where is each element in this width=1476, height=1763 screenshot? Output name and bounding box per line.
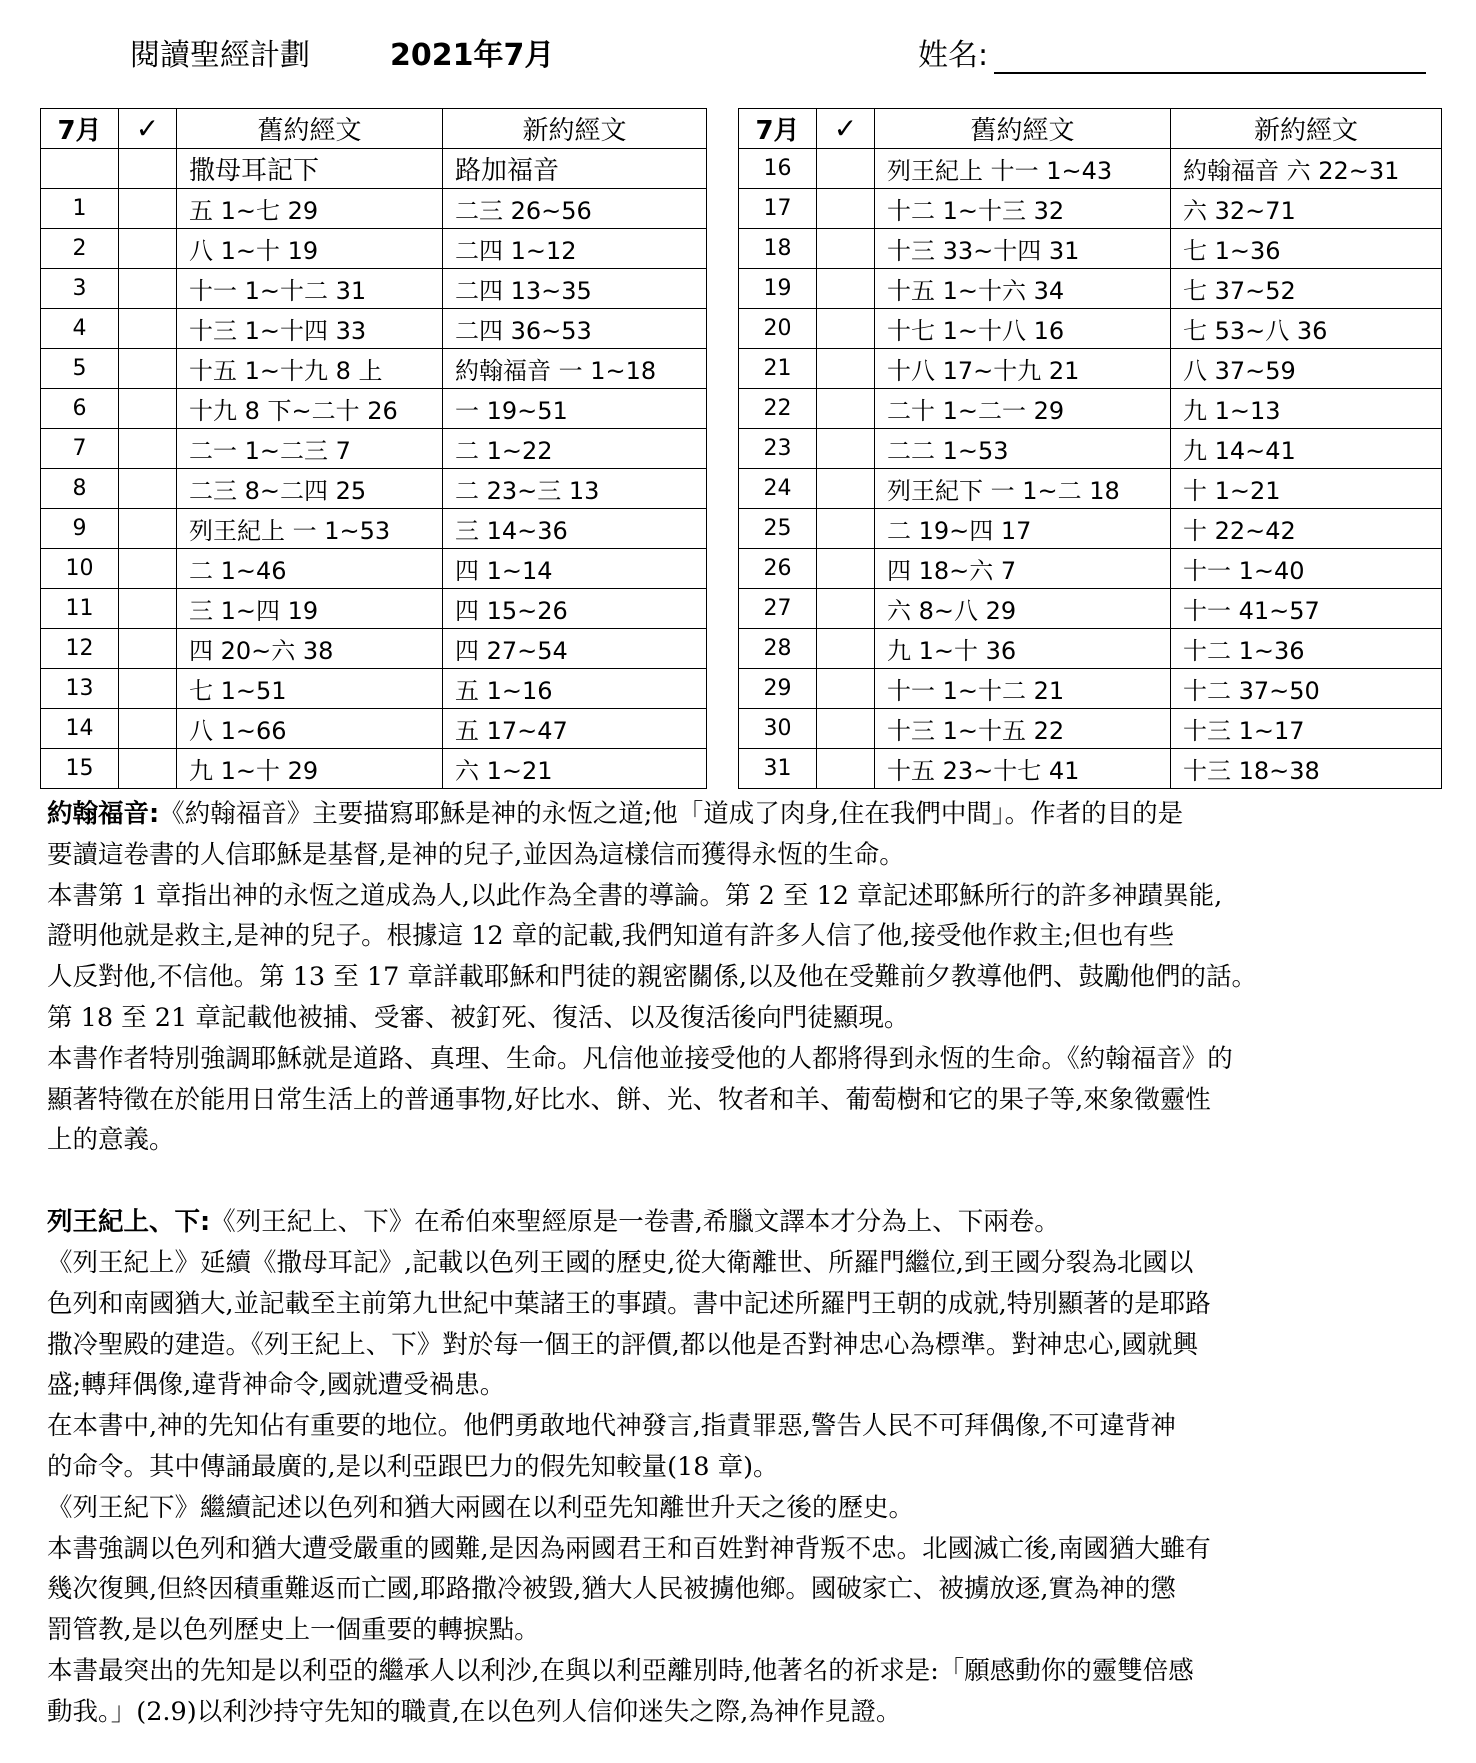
check-cell[interactable]	[817, 149, 875, 189]
day-cell: 14	[41, 709, 119, 749]
day-cell: 5	[41, 349, 119, 389]
check-cell[interactable]	[817, 669, 875, 709]
ot-passage: 二 1~46	[177, 549, 443, 589]
day-cell: 3	[41, 269, 119, 309]
check-cell[interactable]	[817, 349, 875, 389]
table-row	[739, 749, 1442, 789]
col-header-month: 7月	[739, 109, 817, 149]
ot-passage: 九 1~十 36	[875, 629, 1171, 669]
table-row	[739, 709, 1442, 749]
nt-passage: 四 15~26	[443, 589, 707, 629]
ot-passage: 八 1~66	[177, 709, 443, 749]
day-cell: 10	[41, 549, 119, 589]
ot-passage: 列王紀上 十一 1~43	[875, 149, 1171, 189]
note-line	[47, 1284, 1447, 1325]
nt-passage: 約翰福音 六 22~31	[1171, 149, 1442, 189]
nt-passage: 七 53~八 36	[1171, 309, 1442, 349]
check-cell[interactable]	[119, 429, 177, 469]
note-line	[47, 1325, 1447, 1366]
page-header	[0, 26, 1476, 73]
col-header-ot: 舊約經文	[177, 109, 443, 149]
note-line	[47, 916, 1447, 957]
check-cell[interactable]	[817, 269, 875, 309]
check-cell[interactable]	[817, 469, 875, 509]
check-cell[interactable]	[119, 349, 177, 389]
note-text: 第 18 至 21 章記載他被捕、受審、被釘死、復活、以及復活後向門徒顯現。	[47, 1002, 910, 1033]
note-text: 《列王紀上》延續《撒母耳記》,記載以色列王國的歷史,從大衛離世、所羅門繼位,到王國分裂為北國以	[47, 1247, 1194, 1278]
table-row	[41, 749, 707, 789]
note-text: 《列王紀上、下》在希伯來聖經原是一卷書,希臘文譯本才分為上、下兩卷。	[210, 1207, 1060, 1238]
table-row	[739, 549, 1442, 589]
day-cell: 8	[41, 469, 119, 509]
check-cell[interactable]	[817, 589, 875, 629]
day-cell: 11	[41, 589, 119, 629]
book-notes	[47, 794, 1447, 1733]
nt-passage: 十三 1~17	[1171, 709, 1442, 749]
day-cell: 30	[739, 709, 817, 749]
name-blank-line[interactable]	[994, 38, 1426, 74]
day-cell: 26	[739, 549, 817, 589]
table-row	[739, 389, 1442, 429]
note-text: 《約翰福音》主要描寫耶穌是神的永恆之道;他「道成了肉身,住在我們中間」。作者的目的是	[159, 799, 1184, 829]
table-row	[739, 309, 1442, 349]
nt-passage: 十二 1~36	[1171, 629, 1442, 669]
ot-passage: 四 18~六 7	[875, 549, 1171, 589]
note-line	[47, 957, 1447, 998]
table-row	[739, 149, 1442, 189]
day-cell: 16	[739, 149, 817, 189]
nt-passage: 約翰福音 一 1~18	[443, 349, 707, 389]
note-line	[47, 1610, 1447, 1651]
note-line	[47, 1529, 1447, 1570]
note-text: 本書強調以色列和猶大遭受嚴重的國難,是因為兩國君王和百姓對神背叛不忠。北國滅亡後,南國猶大雖有	[47, 1533, 1211, 1564]
day-cell	[41, 149, 119, 189]
ot-passage: 十二 1~十三 32	[875, 189, 1171, 229]
nt-passage: 四 1~14	[443, 549, 707, 589]
table-row	[41, 229, 707, 269]
nt-passage: 十 22~42	[1171, 509, 1442, 549]
day-cell: 7	[41, 429, 119, 469]
check-cell[interactable]	[119, 149, 177, 189]
nt-passage: 五 1~16	[443, 669, 707, 709]
note-text: 在本書中,神的先知佔有重要的地位。他們勇敢地代神發言,指責罪惡,警告人民不可拜偶像,不可違背神	[47, 1411, 1176, 1442]
table-row	[41, 709, 707, 749]
ot-passage: 八 1~十 19	[177, 229, 443, 269]
note-line	[47, 1202, 1447, 1243]
table-row	[739, 629, 1442, 669]
note-text: 人反對他,不信他。第 13 至 17 章詳載耶穌和門徒的親密關係,以及他在受難前夕教導他們、鼓勵他們的話。	[47, 962, 1258, 993]
nt-passage: 七 37~52	[1171, 269, 1442, 309]
note-text: 本書最突出的先知是以利亞的繼承人以利沙,在與以利亞離別時,他著名的祈求是:「願感動你的靈雙倍感	[47, 1655, 1194, 1686]
ot-passage: 十三 1~十五 22	[875, 709, 1171, 749]
check-cell[interactable]	[817, 309, 875, 349]
table-row	[41, 669, 707, 709]
check-cell[interactable]	[119, 469, 177, 509]
nt-passage: 七 1~36	[1171, 229, 1442, 269]
col-header-check: ✓	[817, 109, 875, 149]
note-line	[47, 1039, 1447, 1080]
nt-passage: 二 23~三 13	[443, 469, 707, 509]
day-cell: 6	[41, 389, 119, 429]
check-cell[interactable]	[119, 309, 177, 349]
nt-passage: 九 1~13	[1171, 389, 1442, 429]
table-row	[739, 269, 1442, 309]
table-row	[739, 189, 1442, 229]
table-row	[41, 589, 707, 629]
note-line	[47, 835, 1447, 876]
note-text: 幾次復興,但終因積重難返而亡國,耶路撒冷被毀,猶大人民被擄他鄉。國破家亡、被擄放逐,實為神的懲	[47, 1574, 1176, 1605]
check-cell[interactable]	[119, 669, 177, 709]
nt-passage: 二 1~22	[443, 429, 707, 469]
table-row	[41, 349, 707, 389]
ot-passage: 十八 17~十九 21	[875, 349, 1171, 389]
ot-passage: 十五 1~十六 34	[875, 269, 1171, 309]
nt-passage: 六 32~71	[1171, 189, 1442, 229]
ot-passage: 七 1~51	[177, 669, 443, 709]
note-line	[47, 794, 1447, 835]
day-cell: 13	[41, 669, 119, 709]
note-text: 罰管教,是以色列歷史上一個重要的轉捩點。	[47, 1615, 540, 1646]
note-text: 的命令。其中傳誦最廣的,是以利亞跟巴力的假先知較量(18 章)。	[47, 1451, 779, 1482]
note-text: 本書第 1 章指出神的永恆之道成為人,以此作為全書的導論。第 2 至 12 章記述耶穌所行的許多神蹟異能,	[47, 880, 1223, 911]
table-row	[739, 349, 1442, 389]
col-header-month: 7月	[41, 109, 119, 149]
ot-passage: 二二 1~53	[875, 429, 1171, 469]
john-notes-section	[47, 794, 1447, 1161]
day-cell: 1	[41, 189, 119, 229]
ot-passage: 四 20~六 38	[177, 629, 443, 669]
ot-passage: 二十 1~二一 29	[875, 389, 1171, 429]
note-text: 顯著特徵在於能用日常生活上的普通事物,好比水、餅、光、牧者和羊、葡萄樹和它的果子等,來象徵靈性	[47, 1084, 1211, 1115]
nt-passage: 二四 36~53	[443, 309, 707, 349]
table-row	[739, 509, 1442, 549]
ot-passage: 二 19~四 17	[875, 509, 1171, 549]
check-cell[interactable]	[817, 629, 875, 669]
day-cell: 28	[739, 629, 817, 669]
table-row	[41, 429, 707, 469]
ot-passage: 列王紀上 一 1~53	[177, 509, 443, 549]
check-cell[interactable]	[119, 229, 177, 269]
ot-passage: 十五 23~十七 41	[875, 749, 1171, 789]
table-row	[739, 469, 1442, 509]
day-cell: 2	[41, 229, 119, 269]
ot-passage: 九 1~十 29	[177, 749, 443, 789]
ot-passage: 十一 1~十二 21	[875, 669, 1171, 709]
check-cell[interactable]	[119, 269, 177, 309]
note-line	[47, 1243, 1447, 1284]
note-line	[47, 1692, 1447, 1733]
check-cell[interactable]	[817, 229, 875, 269]
nt-passage: 三 14~36	[443, 509, 707, 549]
check-cell[interactable]	[119, 189, 177, 229]
note-heading: 約翰福音:	[47, 799, 160, 829]
name-label: 姓名:	[918, 38, 989, 73]
plan-title: 閱讀聖經計劃	[130, 38, 310, 73]
day-cell: 17	[739, 189, 817, 229]
reading-table-right	[738, 108, 1442, 789]
ot-passage: 十一 1~十二 31	[177, 269, 443, 309]
nt-passage: 二四 1~12	[443, 229, 707, 269]
check-cell[interactable]	[119, 629, 177, 669]
nt-passage: 九 14~41	[1171, 429, 1442, 469]
check-cell[interactable]	[119, 509, 177, 549]
name-field-group	[918, 30, 1426, 74]
ot-passage: 五 1~七 29	[177, 189, 443, 229]
day-cell: 23	[739, 429, 817, 469]
note-line	[47, 1488, 1447, 1529]
note-text: 盛;轉拜偶像,違背神命令,國就遭受禍患。	[47, 1370, 506, 1401]
check-cell[interactable]	[119, 589, 177, 629]
col-header-nt: 新約經文	[443, 109, 707, 149]
check-cell[interactable]	[119, 749, 177, 789]
table-row	[739, 229, 1442, 269]
note-heading: 列王紀上、下:	[47, 1207, 211, 1238]
check-cell[interactable]	[817, 749, 875, 789]
day-cell: 15	[41, 749, 119, 789]
table-row	[41, 309, 707, 349]
nt-passage: 五 17~47	[443, 709, 707, 749]
book-name-row	[41, 149, 707, 189]
note-text: 撒冷聖殿的建造。《列王紀上、下》對於每一個王的評價,都以他是否對神忠心為標準。對神忠心,國就興	[47, 1329, 1198, 1360]
note-text: 證明他就是救主,是神的兒子。根據這 12 章的記載,我們知道有許多人信了他,接受他作救主;但也有些	[47, 921, 1175, 952]
nt-passage: 十三 18~38	[1171, 749, 1442, 789]
ot-book-name: 撒母耳記下	[177, 149, 443, 189]
day-cell: 24	[739, 469, 817, 509]
day-cell: 4	[41, 309, 119, 349]
note-line	[47, 1651, 1447, 1692]
day-cell: 25	[739, 509, 817, 549]
note-text: 本書作者特別強調耶穌就是道路、真理、生命。凡信他並接受他的人都將得到永恆的生命。《約翰福音》的	[47, 1043, 1233, 1074]
nt-passage: 十一 1~40	[1171, 549, 1442, 589]
ot-passage: 十五 1~十九 8 上	[177, 349, 443, 389]
check-cell[interactable]	[817, 429, 875, 469]
day-cell: 21	[739, 349, 817, 389]
day-cell: 20	[739, 309, 817, 349]
table-header-row	[41, 109, 707, 149]
check-cell[interactable]	[817, 189, 875, 229]
table-row	[41, 509, 707, 549]
note-line	[47, 1365, 1447, 1406]
nt-passage: 八 37~59	[1171, 349, 1442, 389]
table-row	[739, 589, 1442, 629]
day-cell: 19	[739, 269, 817, 309]
check-cell[interactable]	[119, 389, 177, 429]
check-cell[interactable]	[817, 709, 875, 749]
check-cell[interactable]	[119, 549, 177, 589]
note-line	[47, 876, 1447, 917]
ot-passage: 十九 8 下~二十 26	[177, 389, 443, 429]
ot-passage: 二一 1~二三 7	[177, 429, 443, 469]
check-cell[interactable]	[817, 389, 875, 429]
note-line	[47, 1569, 1447, 1610]
nt-passage: 二四 13~35	[443, 269, 707, 309]
reading-table-left	[40, 108, 707, 789]
note-line	[47, 1080, 1447, 1121]
ot-passage: 六 8~八 29	[875, 589, 1171, 629]
note-text: 色列和南國猶大,並記載至主前第九世紀中葉諸王的事蹟。書中記述所羅門王朝的成就,特別顯著的是耶路	[47, 1288, 1211, 1319]
nt-passage: 十一 41~57	[1171, 589, 1442, 629]
note-line	[47, 998, 1447, 1039]
day-cell: 18	[739, 229, 817, 269]
note-line	[47, 1447, 1447, 1488]
note-line	[47, 1120, 1447, 1161]
col-header-check: ✓	[119, 109, 177, 149]
nt-book-name: 路加福音	[443, 149, 707, 189]
nt-passage: 一 19~51	[443, 389, 707, 429]
ot-passage: 列王紀下 一 1~二 18	[875, 469, 1171, 509]
table-row	[41, 549, 707, 589]
ot-passage: 三 1~四 19	[177, 589, 443, 629]
nt-passage: 六 1~21	[443, 749, 707, 789]
day-cell: 27	[739, 589, 817, 629]
ot-passage: 二三 8~二四 25	[177, 469, 443, 509]
nt-passage: 二三 26~56	[443, 189, 707, 229]
day-cell: 31	[739, 749, 817, 789]
table-row	[41, 269, 707, 309]
note-text: 要讀這卷書的人信耶穌是基督,是神的兒子,並因為這樣信而獲得永恆的生命。	[47, 839, 905, 870]
check-cell[interactable]	[817, 509, 875, 549]
nt-passage: 十 1~21	[1171, 469, 1442, 509]
col-header-nt: 新約經文	[1171, 109, 1442, 149]
col-header-ot: 舊約經文	[875, 109, 1171, 149]
ot-passage: 十三 1~十四 33	[177, 309, 443, 349]
kings-notes-section	[47, 1202, 1447, 1732]
ot-passage: 十七 1~十八 16	[875, 309, 1171, 349]
day-cell: 12	[41, 629, 119, 669]
month-label: 2021年7月	[390, 38, 555, 73]
table-row	[739, 669, 1442, 709]
table-row	[41, 389, 707, 429]
check-cell[interactable]	[817, 549, 875, 589]
note-line	[47, 1406, 1447, 1447]
table-row	[41, 629, 707, 669]
day-cell: 29	[739, 669, 817, 709]
check-cell[interactable]	[119, 709, 177, 749]
table-header-row	[739, 109, 1442, 149]
ot-passage: 十三 33~十四 31	[875, 229, 1171, 269]
note-text: 《列王紀下》繼續記述以色列和猶大兩國在以利亞先知離世升天之後的歷史。	[47, 1492, 915, 1523]
note-text: 動我。」(2.9)以利沙持守先知的職責,在以色列人信仰迷失之際,為神作見證。	[47, 1696, 902, 1727]
note-text: 上的意義。	[47, 1125, 175, 1156]
day-cell: 22	[739, 389, 817, 429]
day-cell: 9	[41, 509, 119, 549]
table-row	[41, 469, 707, 509]
table-row	[739, 429, 1442, 469]
nt-passage: 十二 37~50	[1171, 669, 1442, 709]
table-row	[41, 189, 707, 229]
nt-passage: 四 27~54	[443, 629, 707, 669]
